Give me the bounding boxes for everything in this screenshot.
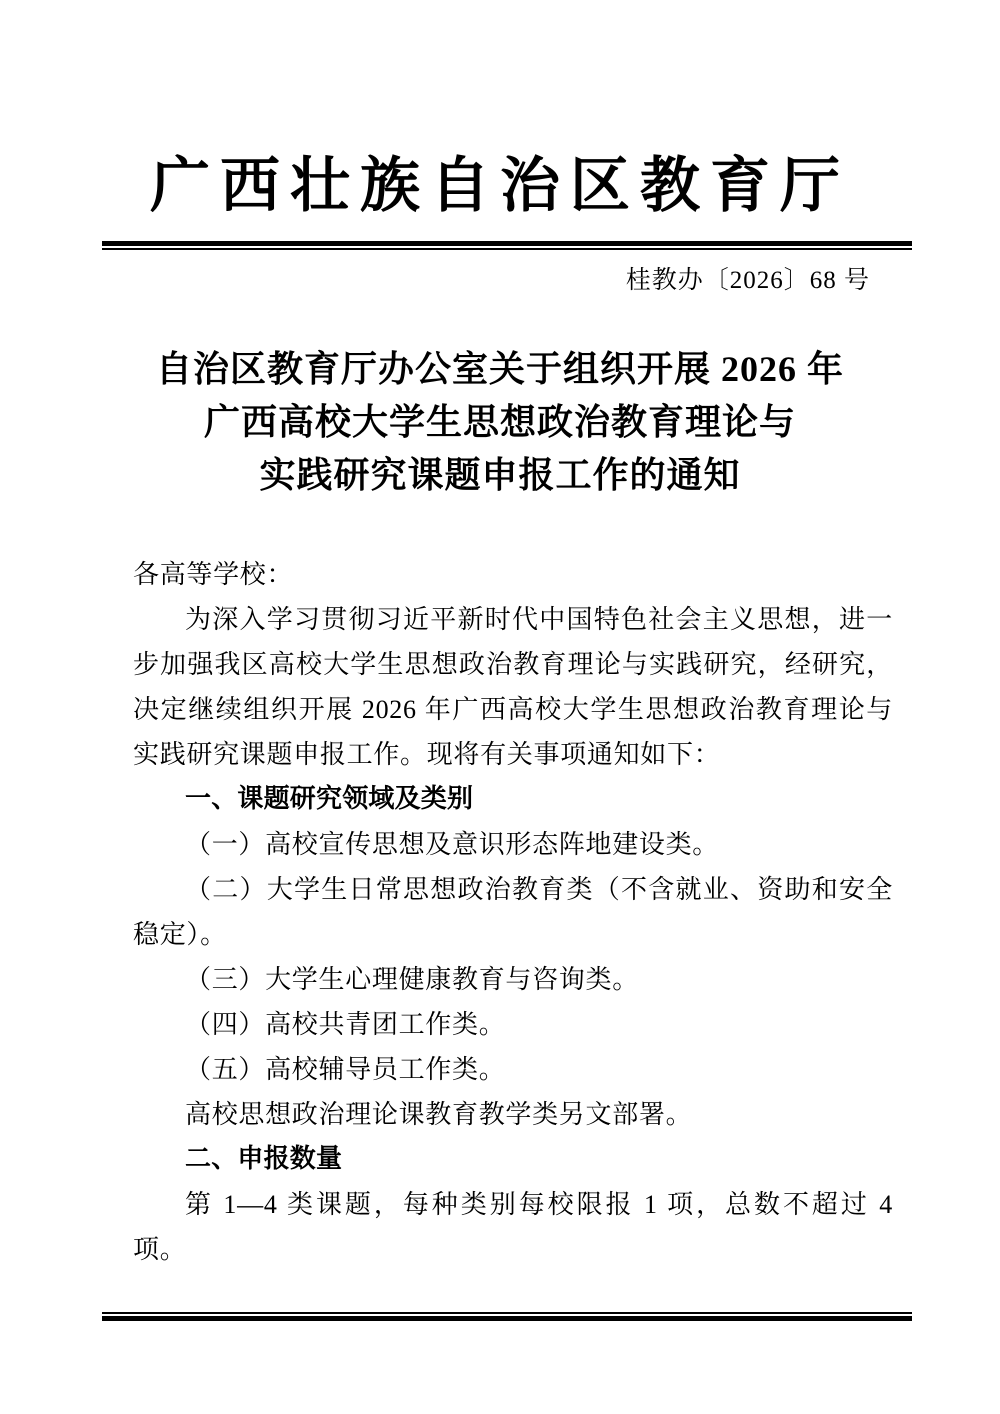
letterhead-separator-rule [102, 241, 912, 250]
note-paragraph: 高校思想政治理论课教育教学类另文部署。 [185, 1100, 693, 1129]
section-1-heading: 一、课题研究领域及类别 [185, 784, 474, 814]
category-item-3: （三）大学生心理健康教育与咨询类。 [185, 965, 639, 994]
footer-separator-rule [102, 1312, 912, 1321]
letterhead-org-name: 广西壮族自治区教育厅 [150, 153, 850, 219]
salutation: 各高等学校： [133, 560, 294, 589]
title-line-2: 广西高校大学生思想政治教育理论与 [203, 402, 796, 442]
document-title [0, 343, 1000, 502]
intro-paragraph: 为深入学习贯彻习近平新时代中国特色社会主义思想，进一步加强我区高校大学生思想政治教育理论与实践研究，经研究，决定继续组织开展 2026 年广西高校大学生思想政治教育理论与实践研究课题申报工作。现将有关事项通知如下： [133, 605, 893, 769]
title-line-1: 自治区教育厅办公室关于组织开展 2026 年 [155, 349, 844, 389]
category-item-4: （四）高校共青团工作类。 [185, 1010, 506, 1039]
document-number: 桂教办〔2026〕68 号 [625, 267, 870, 294]
title-line-3: 实践研究课题申报工作的通知 [259, 455, 741, 495]
section-2-heading: 二、申报数量 [185, 1144, 343, 1174]
category-item-2: （二）大学生日常思想政治教育类（不含就业、资助和安全稳定）。 [133, 875, 893, 949]
category-item-5: （五）高校辅导员工作类。 [185, 1055, 506, 1084]
document-body [133, 552, 893, 1272]
category-item-1: （一）高校宣传思想及意识形态阵地建设类。 [185, 830, 720, 859]
quota-paragraph: 第 1—4 类课题，每种类别每校限报 1 项，总数不超过 4 项。 [133, 1190, 893, 1264]
